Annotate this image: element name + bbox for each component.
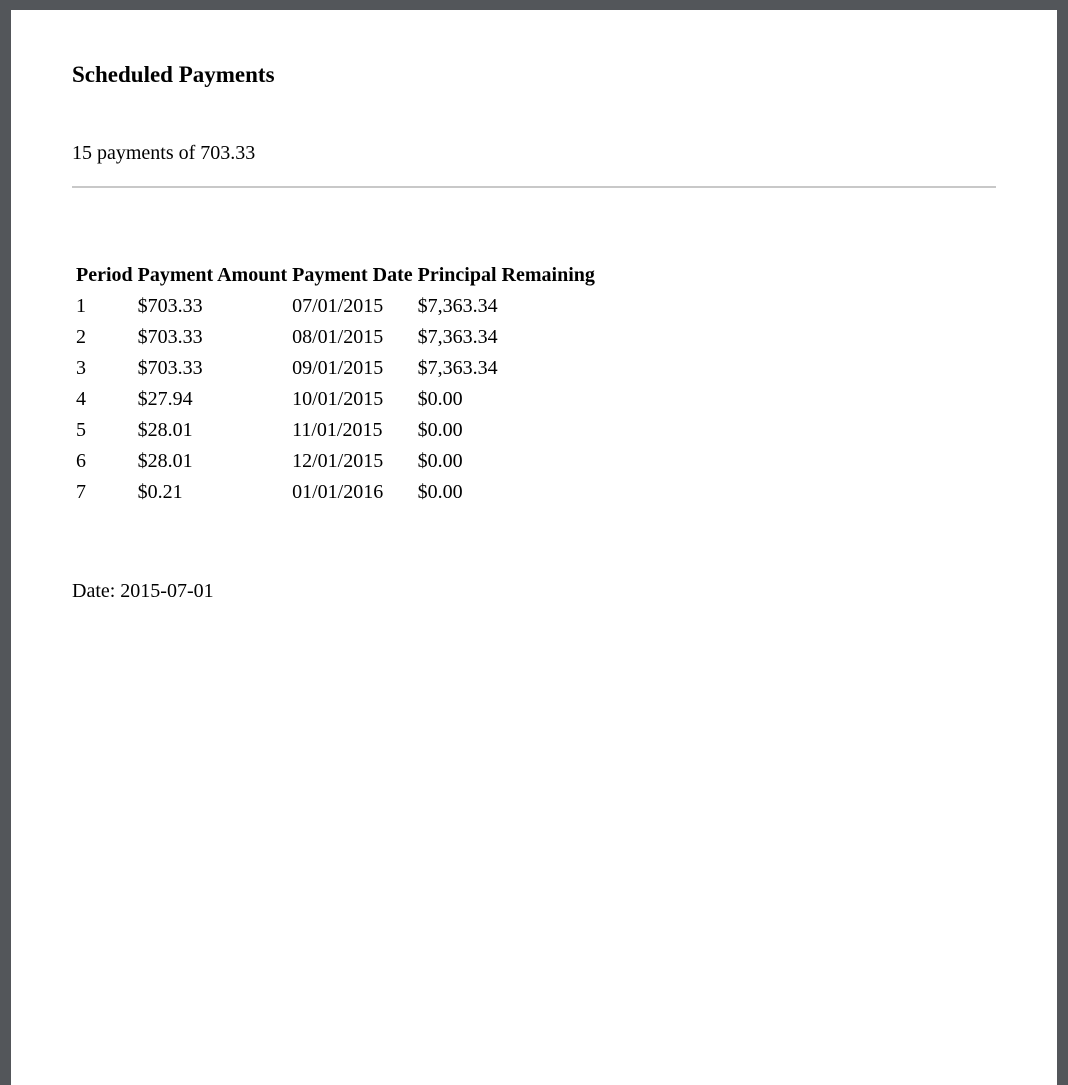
payment-schedule-table: [74, 260, 598, 508]
table-row: [74, 291, 598, 322]
cell-payment-date: 11/01/2015: [292, 419, 383, 441]
column-header-payment-amount: Payment Amount: [137, 264, 288, 286]
cell-period: 1: [76, 295, 86, 317]
document-date: Date: 2015-07-01: [72, 580, 214, 602]
document-page: [11, 10, 1057, 1085]
cell-period: 4: [76, 388, 86, 410]
cell-payment-date: 07/01/2015: [292, 295, 384, 317]
table-row: [74, 384, 598, 415]
cell-payment-date: 08/01/2015: [292, 326, 384, 348]
cell-payment-date: 10/01/2015: [292, 388, 384, 410]
cell-payment-amount: $28.01: [137, 450, 193, 472]
cell-payment-amount: $27.94: [137, 388, 193, 410]
cell-principal-remaining: $0.00: [417, 419, 463, 441]
payment-summary: 15 payments of 703.33: [72, 142, 256, 164]
table-row: [74, 477, 598, 508]
column-header-period: Period: [76, 264, 133, 286]
page-title: Scheduled Payments: [72, 62, 275, 87]
cell-payment-amount: $28.01: [137, 419, 193, 441]
table-header: [74, 260, 598, 291]
table-row: [74, 446, 598, 477]
cell-principal-remaining: $0.00: [417, 481, 463, 503]
cell-principal-remaining: $7,363.34: [417, 295, 498, 317]
table-row: [74, 322, 598, 353]
cell-period: 6: [76, 450, 86, 472]
cell-payment-amount: $703.33: [137, 357, 203, 379]
cell-payment-amount: $703.33: [137, 295, 203, 317]
table-header-row: [74, 260, 598, 291]
cell-period: 5: [76, 419, 86, 441]
table-row: [74, 415, 598, 446]
cell-principal-remaining: $7,363.34: [417, 357, 498, 379]
cell-payment-date: 12/01/2015: [292, 450, 384, 472]
cell-period: 2: [76, 326, 86, 348]
cell-payment-amount: $0.21: [137, 481, 183, 503]
horizontal-divider: [72, 186, 996, 188]
column-header-principal-remaining: Principal Remaining: [417, 264, 595, 286]
table-row: [74, 353, 598, 384]
cell-period: 7: [76, 481, 86, 503]
cell-principal-remaining: $0.00: [417, 388, 463, 410]
cell-payment-amount: $703.33: [137, 326, 203, 348]
cell-principal-remaining: $0.00: [417, 450, 463, 472]
cell-payment-date: 01/01/2016: [292, 481, 384, 503]
column-header-payment-date: Payment Date: [292, 264, 413, 286]
cell-period: 3: [76, 357, 86, 379]
cell-principal-remaining: $7,363.34: [417, 326, 498, 348]
cell-payment-date: 09/01/2015: [292, 357, 384, 379]
table-body: [74, 291, 598, 508]
